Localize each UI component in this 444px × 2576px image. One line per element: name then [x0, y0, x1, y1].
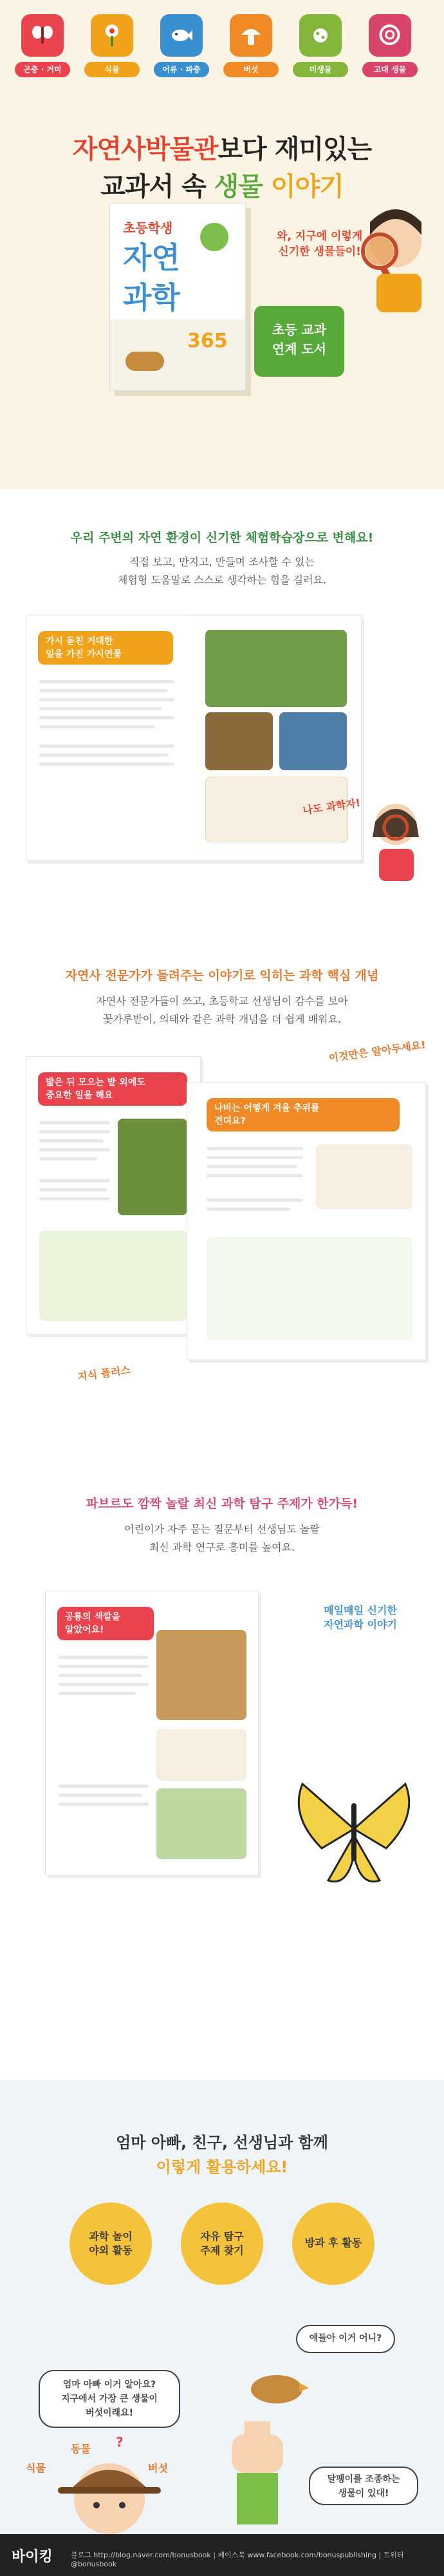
text-line: [207, 1198, 303, 1202]
usage-circle-label: 과학 놀이 야외 활동: [89, 2230, 133, 2257]
text-line: [39, 689, 168, 692]
category-mushroom[interactable]: [221, 14, 281, 77]
text-line: [59, 1785, 149, 1788]
section2-subtitle-1: 자연사 전문가들이 쓰고, 초등학교 선생님이 감수를 보아: [96, 995, 348, 1007]
category-tile: [21, 14, 64, 57]
usage-circle-research: [181, 2202, 263, 2285]
text-line: [39, 1148, 110, 1151]
insect-photo: [118, 1119, 187, 1215]
kid-with-magnifier-illustration: [351, 203, 428, 312]
text-line: [39, 753, 168, 757]
text-line: [207, 1156, 303, 1159]
category-microbe[interactable]: [291, 14, 350, 77]
text-line: [39, 1121, 110, 1124]
lotus-seed-photo: [205, 712, 273, 770]
hero-title-line2: [0, 166, 444, 203]
category-plants[interactable]: [82, 14, 142, 77]
category-label: 곤충 · 거미: [15, 62, 70, 77]
text-line: [207, 1147, 303, 1150]
text-line: [39, 716, 174, 719]
section3-heading: 파브르도 깜짝 놀랄 최신 과학 탐구 주제가 한가득!: [86, 1497, 358, 1511]
page-title-bar: 가시 돋친 거대한 잎을 가진 가시연꽃: [38, 631, 173, 665]
fish-icon: [171, 23, 192, 48]
section2-subtitle-2: 꽃가루받이, 의태와 같은 과학 개념을 더 쉽게 배워요.: [102, 1013, 342, 1025]
sample-page-right: [187, 1082, 426, 1360]
butterfly-lifecycle-box: [207, 1237, 412, 1340]
text-line: [39, 1179, 110, 1182]
page-title-bar-3: 공룡의 색깔을 알았어요!: [57, 1607, 154, 1640]
page-title-bar-left: 밟은 뒤 모으는 밭 외에도 중요한 일을 해요: [38, 1072, 187, 1106]
book-cover-small-title: 초등학생: [123, 220, 173, 236]
feature-section-3: [0, 1468, 444, 2080]
category-label: 식물: [84, 62, 140, 77]
category-insects[interactable]: [13, 14, 72, 77]
text-line: [207, 1165, 297, 1168]
category-label: 어류 · 파충: [154, 62, 209, 77]
text-line: [39, 1130, 110, 1133]
microbe-icon: [310, 23, 331, 48]
text-line: [39, 1157, 97, 1160]
category-label: 고대 생물: [362, 62, 418, 77]
closing-title-line1: 엄마 아빠, 친구, 선생님과 함께: [116, 2134, 328, 2152]
usage-circle-label: 방과 후 활동: [304, 2237, 362, 2249]
section1-subtitle-2: 체험형 도움말로 스스로 생각하는 힘을 길러요.: [117, 574, 327, 586]
speech-bubble-right: 얘들아 이거 어니?: [296, 2325, 395, 2353]
kid-word-question: ?: [116, 2434, 124, 2450]
book-cover: [109, 203, 246, 391]
usage-circle-afterschool: [292, 2202, 375, 2285]
hero-title-line1: [0, 129, 444, 166]
leaf-illustration: [200, 223, 228, 251]
kid-word-animal: 동물: [71, 2443, 91, 2455]
section1-subtitle-1: 직접 보고, 만지고, 만들며 조사할 수 있는: [129, 556, 315, 568]
kid-with-hat-illustration: [13, 2428, 206, 2534]
butterfly-icon: [32, 23, 53, 48]
usage-circle-label: 자유 탐구 주제 찾기: [200, 2230, 244, 2257]
flower-icon: [101, 23, 123, 48]
fossil-illustration: [156, 1788, 246, 1859]
lotus-leaf-photo: [205, 630, 347, 707]
section3-subtitle-1: 어린이가 자주 묻는 질문부터 선생님도 놀랄: [124, 1523, 320, 1535]
girl-with-magnifier-illustration: [364, 799, 428, 882]
text-line: [39, 744, 174, 748]
fossil-icon: [379, 23, 401, 48]
sample-page-spread-1: [26, 615, 362, 861]
page-title-bar-right: 나비는 어떻게 겨울 추위를 견뎌요?: [207, 1098, 400, 1132]
pond-photo: [279, 712, 347, 770]
swallowtail-butterfly-illustration: [283, 1758, 425, 1900]
hero-title-rest: 보다 재미있는: [217, 135, 372, 164]
category-header: [0, 0, 444, 97]
section1-heading: 우리 주변의 자연 환경이 신기한 체험학습장으로 변해요!: [70, 531, 374, 545]
text-line: [39, 1197, 110, 1200]
curriculum-tag-line2: 연계 도서: [272, 341, 327, 357]
kid-word-plant: 식물: [26, 2462, 46, 2474]
hero-title2-green: 생물: [214, 172, 263, 202]
curriculum-tag-line1: 초등 교과: [272, 322, 327, 337]
info-box: [39, 1231, 187, 1321]
text-line: [59, 1665, 149, 1668]
beetle-illustration: [125, 352, 164, 371]
closing-section: [0, 2080, 444, 2576]
text-line: [207, 1208, 290, 1211]
category-fossil[interactable]: [360, 14, 420, 77]
text-line: [39, 707, 162, 710]
footer-links[interactable]: 블로그 http://blog.naver.com/bonusbook | 페이스북 www.facebook.com/bonuspublishing | 트위터 @bonusbook: [71, 2551, 404, 2568]
book-cover-title-2: 과학: [123, 280, 180, 315]
text-line: [39, 1188, 107, 1191]
closing-title-line2: 이렇게 활용하세요!: [156, 2158, 288, 2176]
category-tile: [91, 14, 133, 57]
usage-circle-outdoor: [69, 2202, 152, 2285]
text-line: [39, 680, 174, 683]
category-label: 버섯: [223, 62, 279, 77]
text-line: [39, 1139, 104, 1142]
category-tile: [299, 14, 342, 57]
hero-title2-pre: 교과서 속: [100, 172, 214, 202]
hero-title-highlight: 자연사박물관: [72, 135, 218, 164]
dinosaur-feather-illustration: [156, 1630, 246, 1720]
speech-bubble-bottom: 달팽이를 조종하는 생물이 있대!: [309, 2467, 418, 2505]
note-box: [156, 1729, 246, 1781]
text-line: [39, 698, 174, 701]
section2-heading: 자연사 전문가가 들려주는 이야기로 익히는 과학 핵심 개념: [65, 969, 379, 983]
text-line: [59, 1794, 142, 1797]
category-tile: [160, 14, 203, 57]
curriculum-tag: [254, 306, 344, 377]
text-line: [207, 1174, 303, 1177]
text-line: [59, 1674, 142, 1677]
text-line: [39, 762, 174, 766]
section3-callout: 매일매일 신기한 자연과학 이야기: [324, 1604, 397, 1631]
hero-section: [0, 97, 444, 489]
text-line: [59, 1803, 149, 1806]
section1-callout: 나도 과학자!: [302, 796, 362, 817]
text-line: [59, 1683, 149, 1686]
hero-speech-text: 와, 지구에 이렇게 신기한 생물들이!: [277, 230, 363, 258]
publisher-logo[interactable]: 바이킹: [12, 2549, 53, 2565]
category-label: 미생물: [293, 62, 348, 77]
butterfly-stages-illustration: [316, 1144, 412, 1209]
category-tile: [369, 14, 411, 57]
kid-word-mushroom: 버섯: [148, 2462, 168, 2474]
section2-callout-bottom: 지식 플러스: [77, 1363, 131, 1383]
section2-callout-top: 이것만은 알아두세요!: [328, 1038, 427, 1065]
speech-bubble-left: 엄마 아빠 이거 알아요? 지구에서 가장 큰 생물이 버섯이래요!: [39, 2370, 180, 2428]
feature-section-2: [0, 940, 444, 1468]
hero-title2-post: 이야기: [262, 172, 344, 202]
book-cover-number: 365: [187, 330, 228, 352]
text-line: [59, 1692, 136, 1695]
sample-page-3: [45, 1591, 259, 1875]
closing-title: [0, 2130, 444, 2179]
section3-subtitle-2: 최신 과학 연구로 흥미를 높여요.: [149, 1541, 295, 1553]
footer: [0, 2534, 444, 2576]
mushroom-icon: [240, 23, 262, 48]
category-fish[interactable]: [152, 14, 211, 77]
sample-page-left: [26, 1056, 201, 1334]
hand-with-bird-illustration: [206, 2344, 309, 2524]
category-tile: [230, 14, 272, 57]
text-line: [59, 1656, 149, 1659]
text-line: [39, 725, 155, 728]
book-cover-title-1: 자연: [123, 240, 180, 275]
feature-section-1: [0, 489, 444, 940]
